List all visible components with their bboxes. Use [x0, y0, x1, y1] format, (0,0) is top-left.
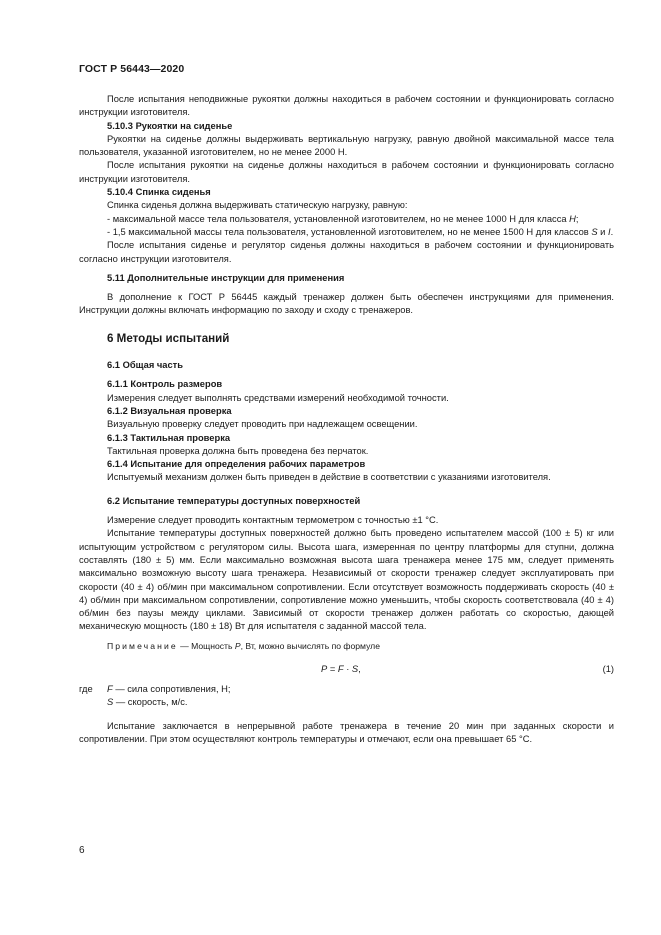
paragraph: Визуальную проверку следует проводить при надлежащем освещении.	[107, 419, 418, 430]
class-symbol: I	[608, 226, 611, 237]
legend-row	[79, 696, 614, 709]
paragraph: Испытание температуры доступных поверхностей должно быть проведено испытателем массой (100 ± 5) кг или испытующим устройством с регулятором силы. Высота шага, измеренная по центру платформы для ступни, должна составлять (180 ± 5) мм. Если максимально возможная высота шага тренажера менее 175 мм, следует применять максимально возможную высоту шага тренажера. Независимый от скорости тренажер следует эксплуатировать при скорости (40 ± 4) об/мин при максимальном сопротивлении. Если отсутствует возможность поддерживать скорость (40 ± 4) об/мин при максимальном сопротивлении, сопротивление можно уменьшить, чтобы скорость соответствовала (40 ± 4) об/мин без паузы между циклами. Зависимый от скорости тренажер должен работать со скоростью, дающей механическую мощность (180 ± 18) Вт для испытателя с заданной массой тела.	[79, 528, 614, 632]
legend-text: — сила сопротивления, Н;	[112, 683, 231, 694]
paragraph: Испытание заключается в непрерывной работе тренажера в течение 20 мин при заданных скорости и сопротивлении. При этом осуществляют контроль температуры и отмечают, если она превышает 65 °С.	[79, 720, 614, 744]
formula-legend	[79, 683, 614, 710]
formula-punct: ,	[358, 663, 361, 674]
document-body	[79, 93, 614, 746]
page-number: 6	[79, 845, 85, 856]
list-item-end: .	[610, 226, 614, 237]
formula-symbol: S	[351, 663, 359, 674]
formula-block	[79, 657, 614, 683]
paragraph: Тактильная проверка должна быть проведена без перчаток.	[107, 445, 369, 456]
note-text: , Вт, можно вычислять по формуле	[240, 640, 380, 651]
list-item	[79, 226, 614, 239]
note-symbol: P	[234, 640, 241, 651]
paragraph: Измерения следует выполнять средствами измерений необходимой точности.	[107, 392, 449, 403]
formula-operator: =	[327, 663, 338, 674]
paragraph: Испытуемый механизм должен быть приведен в действие в соответствии с указаниями изготовителя.	[107, 472, 551, 483]
formula	[321, 663, 361, 676]
section-heading-6-1-1: 6.1.1 Контроль размеров	[107, 379, 223, 390]
paragraph: После испытания рукоятки на сиденье должны находиться в рабочем состоянии и функционировать согласно инструкции изготовителя.	[79, 160, 614, 184]
paragraph: Спинка сиденья должна выдерживать статическую нагрузку, равную:	[107, 200, 408, 211]
paragraph: После испытания сиденье и регулятор сиденья должны находиться в рабочем состоянии и функционировать согласно инструкции изготовителя.	[79, 240, 614, 264]
formula-operator: ·	[343, 663, 352, 674]
section-heading-6: 6 Методы испытаний	[107, 331, 230, 345]
paragraph: Измерение следует проводить контактным термометром с точностью ±1 °С.	[107, 515, 439, 526]
section-heading-5-10-4: 5.10.4 Спинка сиденья	[107, 187, 211, 198]
section-heading-5-10-3: 5.10.3 Рукоятки на сиденье	[107, 120, 233, 131]
list-item-text: - максимальной массе тела пользователя, установленной изготовителем, но не менее 1000 Н для класса	[107, 213, 570, 224]
document-header-code: ГОСТ Р 56443—2020	[79, 63, 185, 75]
list-item-end: ;	[575, 213, 579, 224]
formula-number: (1)	[602, 663, 614, 674]
list-item-text: - 1,5 максимальной массы тела пользователя, установленной изготовителем, но не менее 1500 Н для классов	[107, 226, 592, 237]
formula-symbol: F	[337, 663, 344, 674]
section-heading-6-1: 6.1 Общая часть	[107, 360, 184, 371]
paragraph: После испытания неподвижные рукоятки должны находиться в рабочем состоянии и функционировать согласно инструкции изготовителя.	[79, 94, 614, 118]
note-text: — Мощность	[177, 640, 235, 651]
formula-symbol: P	[321, 663, 328, 674]
section-heading-6-2: 6.2 Испытание температуры доступных поверхностей	[107, 495, 361, 506]
where-word: где	[79, 683, 93, 694]
class-symbol: S	[591, 226, 598, 237]
paragraph: Рукоятки на сиденье должны выдерживать вертикальную нагрузку, равную двойной максимальной массе тела пользователя, указанной изготовителем, но не менее 2000 Н.	[79, 133, 614, 158]
paragraph: В дополнение к ГОСТ Р 56445 каждый тренажер должен быть обеспечен инструкциями для применения. Инструкции должны включать информацию по заходу и сходу с тренажеров.	[79, 292, 614, 316]
class-symbol: H	[569, 213, 576, 224]
legend-row	[79, 683, 614, 696]
section-heading-5-11: 5.11 Дополнительные инструкции для применения	[107, 272, 345, 283]
note-label: Примечание	[107, 640, 178, 651]
list-item-mid: и	[597, 226, 608, 237]
legend-text: — скорость, м/с.	[113, 697, 188, 708]
legend-symbol: F	[107, 683, 113, 694]
list-item	[79, 213, 614, 226]
legend-symbol: S	[107, 697, 114, 708]
section-heading-6-1-2: 6.1.2 Визуальная проверка	[107, 405, 232, 416]
section-heading-6-1-4: 6.1.4 Испытание для определения рабочих параметров	[107, 459, 366, 470]
section-heading-6-1-3: 6.1.3 Тактильная проверка	[107, 432, 231, 443]
note	[79, 640, 614, 653]
